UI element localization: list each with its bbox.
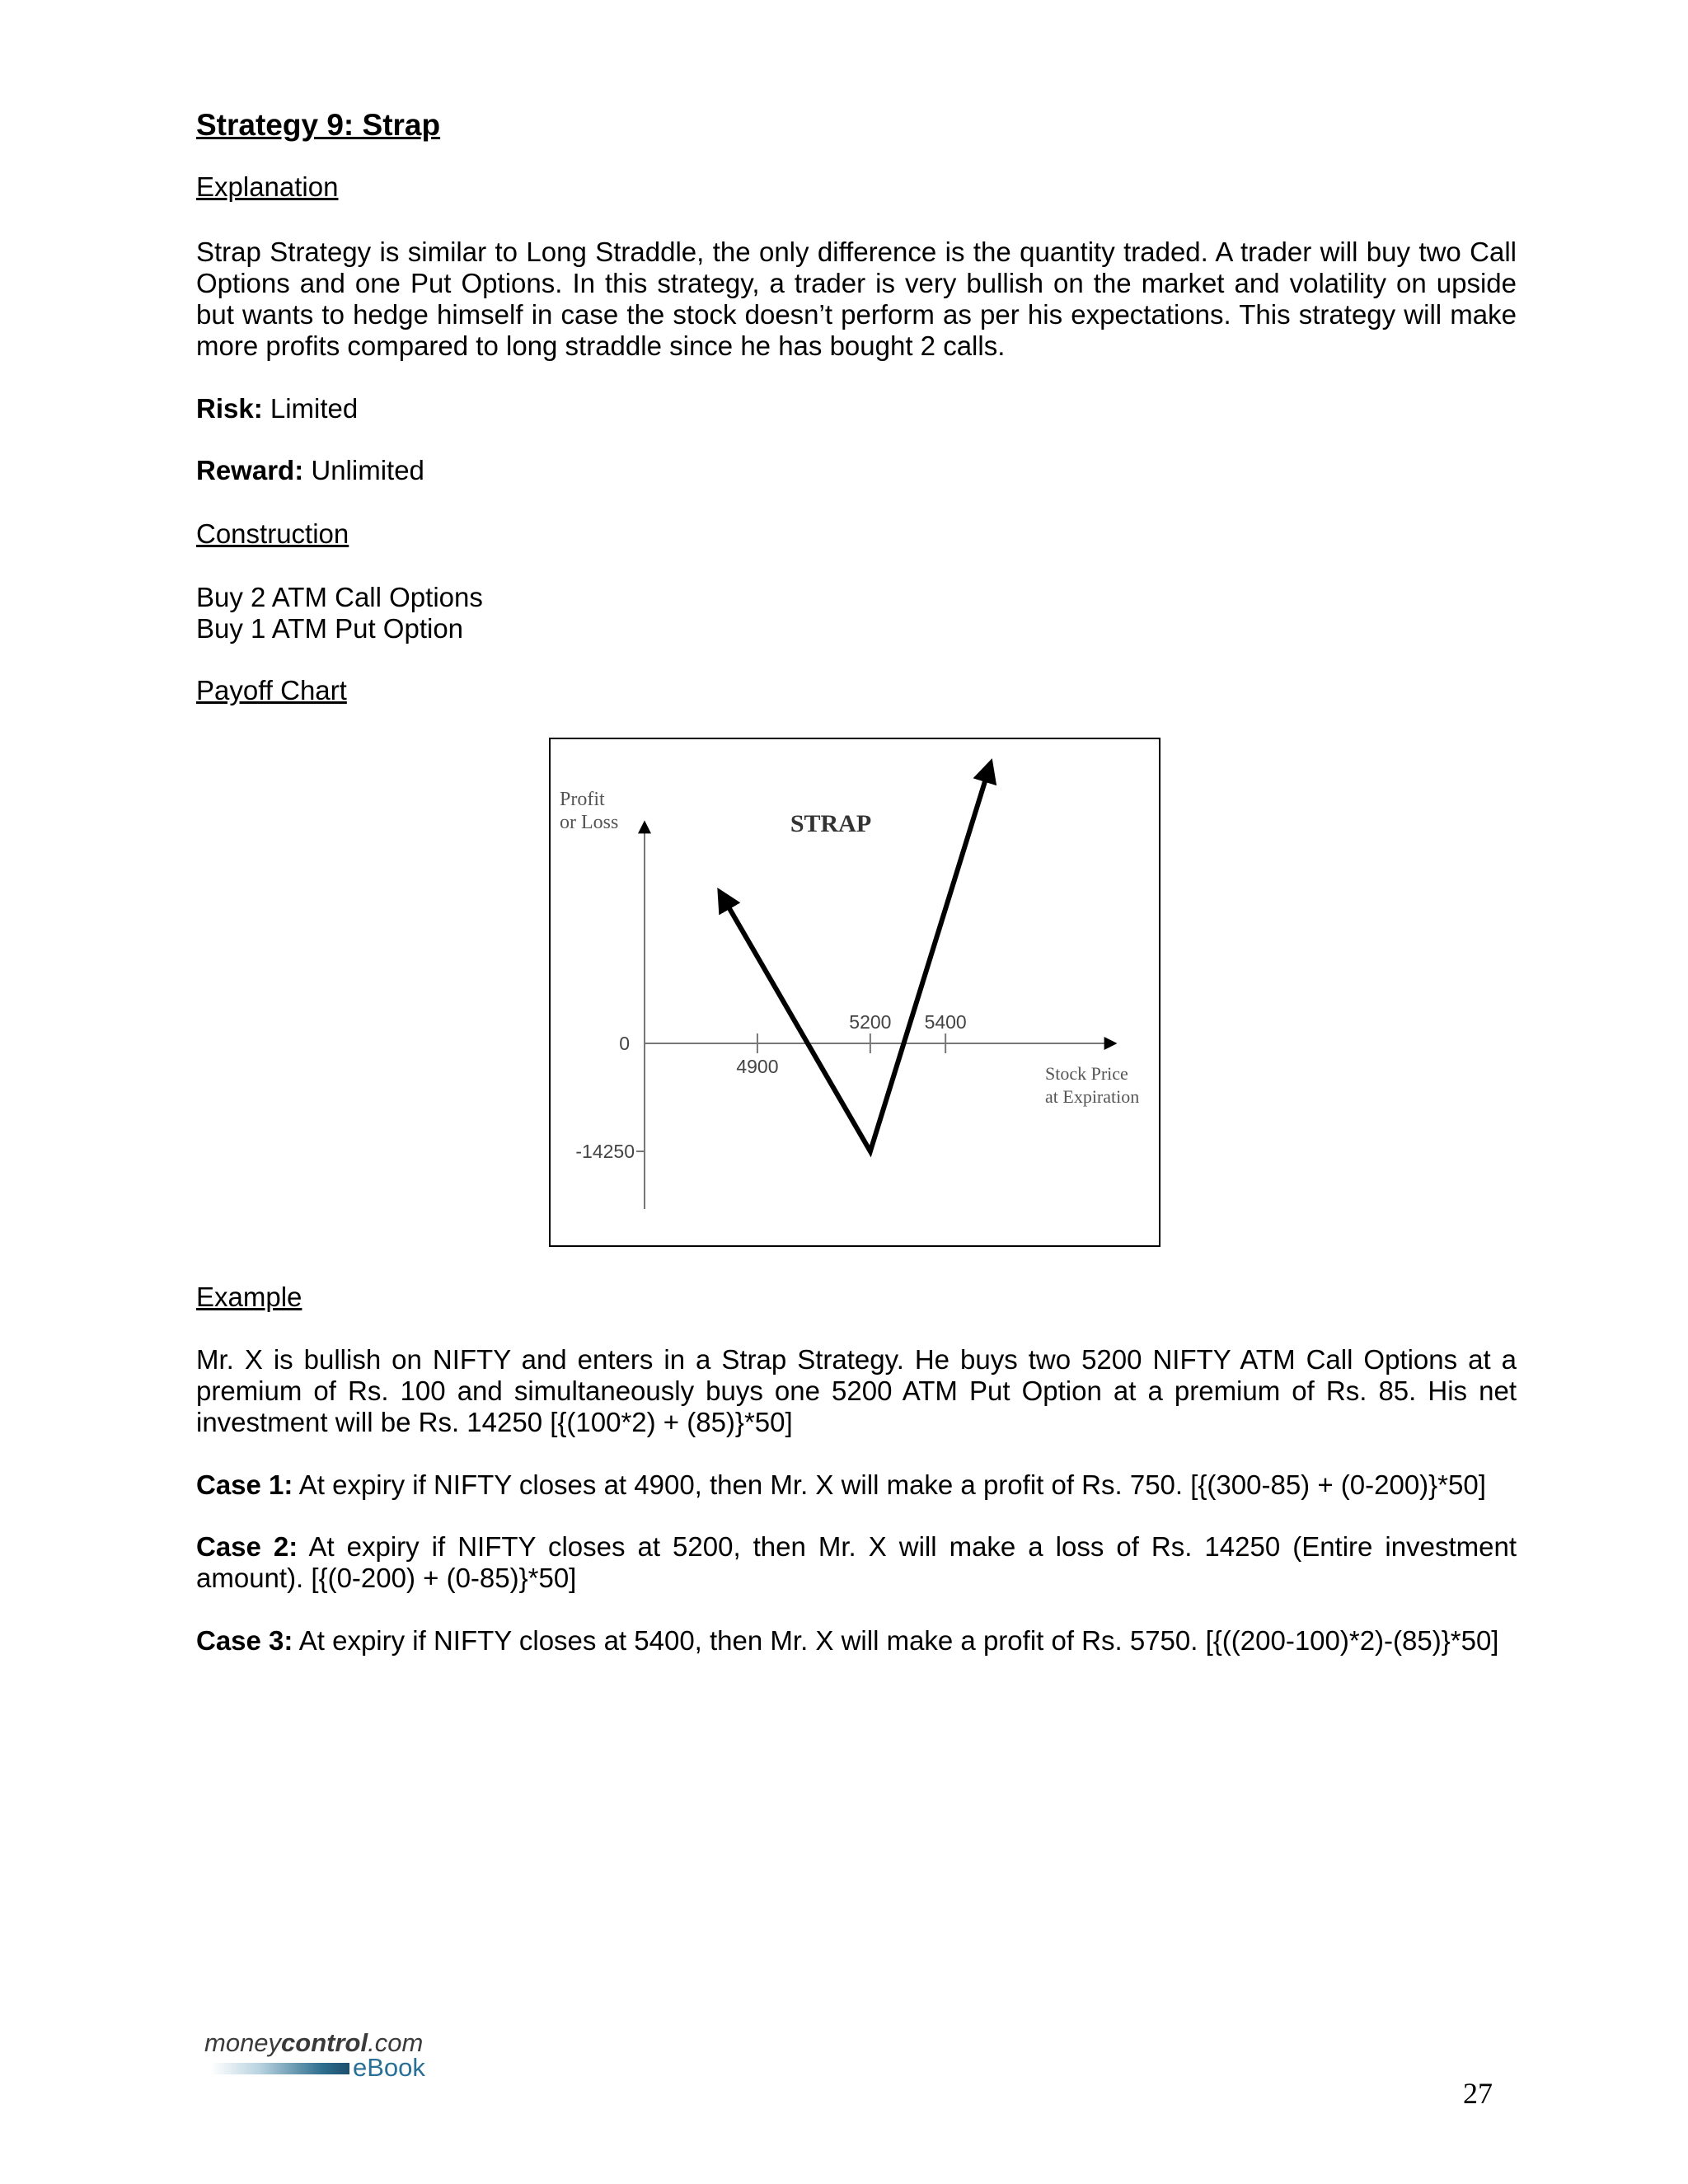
reward-label: Reward: <box>196 455 304 485</box>
logo-bold: control <box>281 2028 368 2057</box>
case-2 <box>196 1531 1517 1594</box>
risk-line <box>196 393 358 424</box>
y-tick-label: 0 <box>619 1033 630 1054</box>
y-axis-label-line-1: Profit <box>560 789 605 810</box>
logo-prefix: money <box>204 2028 282 2057</box>
risk-value: Limited <box>262 393 359 424</box>
case-1-text: At expiry if NIFTY closes at 4900, then Mr. X will make a profit of Rs. 750. [{(300-85) + (0-200)}*50] <box>293 1469 1486 1500</box>
x-axis-label-line-1: Stock Price <box>1045 1063 1128 1084</box>
chart-title: STRAP <box>790 810 872 837</box>
logo-ebook: eBook <box>353 2053 425 2082</box>
x-tick-label: 5400 <box>924 1011 967 1033</box>
page-number: 27 <box>1463 2077 1493 2110</box>
y-ticks <box>575 1033 645 1162</box>
reward-line <box>196 455 424 486</box>
strategy-title: Strategy 9: Strap <box>196 108 441 142</box>
reward-value: Unlimited <box>303 455 424 485</box>
risk-label: Risk: <box>196 393 263 424</box>
x-axis-label-line-2: at Expiration <box>1045 1086 1140 1107</box>
y-axis-label-line-2: or Loss <box>560 812 619 833</box>
payoff-chart <box>551 739 1159 1245</box>
case-1 <box>196 1469 1517 1501</box>
case-3-label: Case 3: <box>196 1625 293 1656</box>
case-3-text: At expiry if NIFTY closes at 5400, then Mr. X will make a profit of Rs. 5750. [{((200-100)*2)-(85)}*50] <box>293 1625 1499 1656</box>
y-tick-label: -14250 <box>575 1141 635 1162</box>
construction-item: Buy 2 ATM Call Options <box>196 582 483 612</box>
case-2-label: Case 2: <box>196 1531 298 1562</box>
moneycontrol-logo <box>204 2029 435 2083</box>
case-3 <box>196 1625 1517 1657</box>
explanation-paragraph: Strap Strategy is similar to Long Straddle, the only difference is the quantity traded. A trader will buy two Call Options and one Put Options. In this strategy, a trader is very bullish on the market and volatility on upside but wants to hedge himself in case the stock doesn’t perform as per his expectations. This strategy will make more profits compared to long straddle since he has bought 2 calls. <box>196 237 1517 361</box>
case-2-text: At expiry if NIFTY closes at 5200, then Mr. X will make a loss of Rs. 14250 (Entire investment amount). [{(0-200) + (0-85)}*50] <box>196 1531 1517 1593</box>
case-1-label: Case 1: <box>196 1469 293 1500</box>
example-paragraph: Mr. X is bullish on NIFTY and enters in a Strap Strategy. He buys two 5200 NIFTY ATM Call Options at a premium of Rs. 100 and simultaneously buys one 5200 ATM Put Option at a premium of Rs. 85. His net investment will be Rs. 14250 [{(100*2) + (85)}*50] <box>196 1344 1517 1437</box>
payoff-chart-frame <box>549 738 1160 1247</box>
explanation-heading: Explanation <box>196 171 339 202</box>
example-heading: Example <box>196 1282 302 1312</box>
construction-heading: Construction <box>196 518 349 549</box>
x-tick-label: 5200 <box>849 1011 892 1033</box>
x-tick-label: 4900 <box>736 1056 779 1077</box>
construction-item: Buy 1 ATM Put Option <box>196 613 464 644</box>
payoff-chart-heading: Payoff Chart <box>196 675 347 705</box>
logo-suffix: .com <box>368 2028 424 2057</box>
logo-gradient-bar <box>211 2063 349 2074</box>
